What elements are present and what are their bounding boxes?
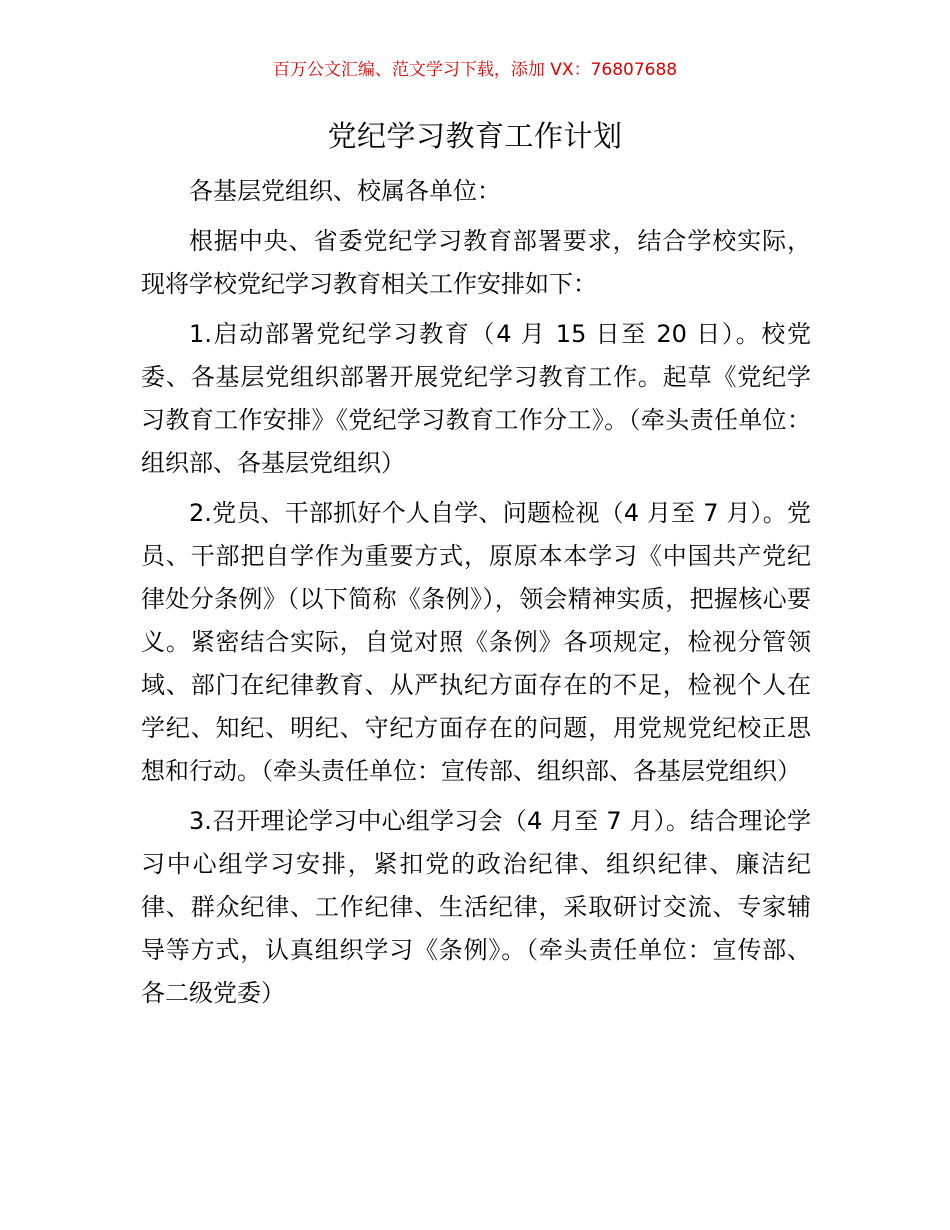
document-title: 党纪学习教育工作计划: [327, 119, 623, 153]
document-body: [141, 170, 811, 1022]
salutation: 各基层党组织、校属各单位：: [189, 177, 501, 205]
paragraph-item-1: 1.启动部署党纪学习教育（4 月 15 日至 20 日）。校党委、各基层党组织部署开展党纪学习教育工作。起草《党纪学习教育工作安排》《党纪学习教育工作分工》。（牵头责任单位：组织部、各基层党组织）: [141, 320, 811, 477]
paragraph-item-3: 3.召开理论学习中心组学习会（4 月至 7 月）。结合理论学习中心组学习安排，紧扣党的政治纪律、组织纪律、廉洁纪律、群众纪律、工作纪律、生活纪律，采取研讨交流、专家辅导等方式，认真组织学习《条例》。（牵头责任单位：宣传部、各二级党委）: [141, 807, 811, 1007]
paragraph-item-2: 2.党员、干部抓好个人自学、问题检视（4 月至 7 月）。党员、干部把自学作为重要方式，原原本本学习《中国共产党纪律处分条例》（以下简称《条例》），领会精神实质，把握核心要义。紧密结合实际，自觉对照《条例》各项规定，检视分管领域、部门在纪律教育、从严执纪方面存在的不足，检视个人在学纪、知纪、明纪、守纪方面存在的问题，用党规党纪校正思想和行动。（牵头责任单位：宣传部、组织部、各基层党组织）: [141, 499, 811, 785]
header-banner: 百万公文汇编、范文学习下载，添加 VX：76807688: [272, 60, 678, 80]
paragraph-intro: 根据中央、省委党纪学习教育部署要求，结合学校实际，现将学校党纪学习教育相关工作安排如下：: [141, 227, 811, 298]
